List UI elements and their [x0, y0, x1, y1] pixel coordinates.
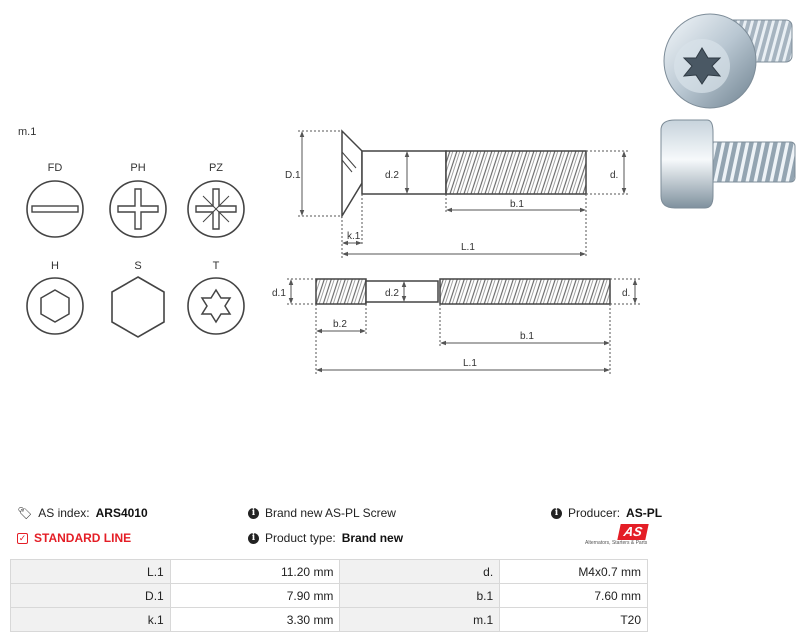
spec-value: 3.30 mm: [170, 608, 340, 632]
standard-line-label: STANDARD LINE: [34, 531, 132, 545]
dim-label: L.1: [461, 242, 475, 253]
head-type-label: H: [51, 260, 59, 272]
brand-text: [248, 506, 396, 520]
producer: [551, 506, 662, 520]
spec-table: [10, 559, 648, 632]
dim-label: b.1: [510, 199, 524, 210]
brand-text-label: Brand new AS-PL Screw: [265, 506, 396, 520]
as-index-label: AS index:: [38, 506, 90, 520]
head-type-label: PH: [130, 162, 146, 174]
head-type-label: S: [134, 260, 142, 272]
info-icon: i: [551, 508, 562, 519]
pozidriv-icon: [188, 181, 244, 237]
dim-label: L.1: [463, 358, 477, 369]
head-type-pz: [188, 162, 244, 237]
check-square-icon: ✓: [18, 532, 27, 543]
dim-label: b.1: [520, 331, 534, 342]
product-photo-top: [650, 6, 800, 116]
as-index-value: ARS4010: [95, 506, 148, 520]
dim-label: d.: [622, 288, 631, 299]
screw-profile-stud: [272, 279, 640, 374]
as-index: [17, 506, 148, 520]
head-type-h: [27, 260, 83, 334]
dim-label: b.2: [333, 319, 347, 330]
spec-key: d.: [340, 560, 500, 584]
head-type-ph: [110, 162, 166, 237]
spec-value: M4x0.7 mm: [500, 560, 648, 584]
brand-logo: [585, 524, 647, 546]
producer-label: Producer:: [568, 506, 621, 520]
spec-value: 7.60 mm: [500, 584, 648, 608]
head-type-fd: [27, 162, 83, 237]
group-label: m.1: [18, 126, 37, 138]
hex-head-icon: [112, 277, 164, 337]
spec-key: L.1: [11, 560, 171, 584]
head-type-s: [112, 260, 164, 337]
product-photo-side: [655, 118, 800, 213]
spec-value: T20: [500, 608, 648, 632]
spec-key: b.1: [340, 584, 500, 608]
logo-tagline: Alternators, Starters & Parts: [585, 540, 648, 546]
tag-icon: 🏷: [17, 506, 33, 520]
info-icon: i: [248, 533, 259, 544]
spec-value: 7.90 mm: [170, 584, 340, 608]
spec-value: 11.20 mm: [170, 560, 340, 584]
producer-value: AS-PL: [626, 506, 663, 520]
table-row: [11, 560, 648, 584]
info-icon: i: [248, 508, 259, 519]
phillips-icon: [110, 181, 166, 237]
spec-key: D.1: [11, 584, 171, 608]
table-row: [11, 584, 648, 608]
spec-key: m.1: [340, 608, 500, 632]
dim-label: d.1: [272, 288, 286, 299]
logo-mark: AS: [617, 524, 648, 540]
product-type-label: Product type:: [265, 531, 336, 545]
head-type-label: T: [212, 260, 220, 272]
spec-key: k.1: [11, 608, 171, 632]
dim-label: d.: [610, 170, 619, 181]
dim-label: D.1: [285, 170, 301, 181]
head-type-label: FD: [47, 162, 63, 174]
head-type-label: PZ: [208, 162, 224, 174]
standard-line: [17, 531, 131, 545]
hex-socket-icon: [27, 278, 83, 334]
torx-icon: [188, 278, 244, 334]
screw-profile-countersunk: [285, 131, 630, 258]
product-type: [248, 531, 403, 545]
dim-label: k.1: [347, 231, 361, 242]
flat-slot-icon: [27, 181, 83, 237]
dim-label: d.2: [385, 170, 399, 181]
dim-label: d.2: [385, 288, 399, 299]
product-type-value: Brand new: [341, 531, 404, 545]
product-info: [0, 500, 800, 560]
head-type-t: [188, 260, 244, 334]
table-row: [11, 608, 648, 632]
